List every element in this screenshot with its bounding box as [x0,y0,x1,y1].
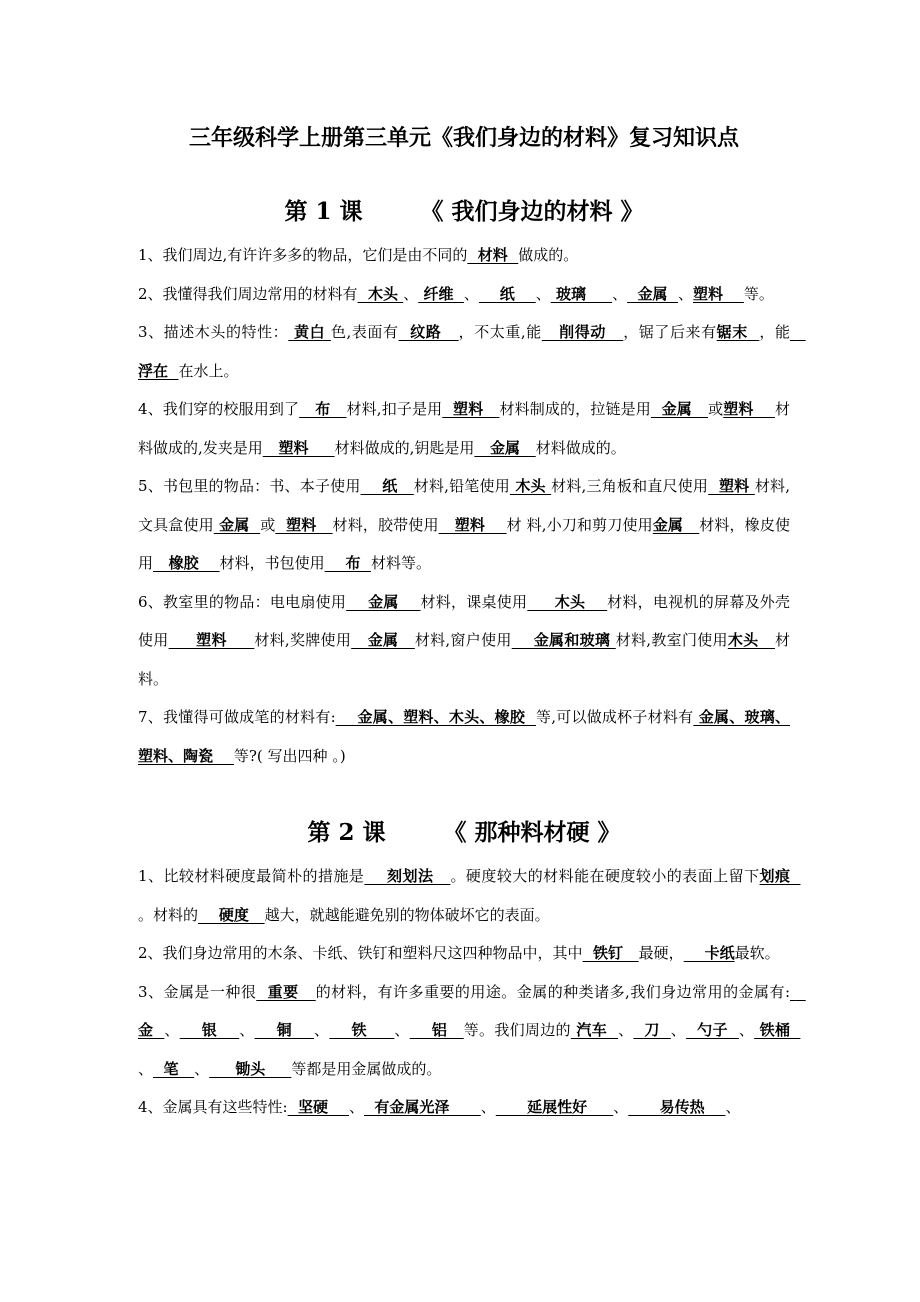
item-text: 、 [164,1021,180,1039]
knowledge-item [138,467,790,583]
answer-blank: 锄头 [209,1059,292,1078]
answer-blank: 削得动 [541,323,624,341]
item-text: 、 [239,1021,255,1039]
item-text: 等。我们周边的 [463,1021,571,1039]
item-text: 、 [348,1098,364,1116]
item-text: 、 [394,1021,410,1039]
answer-blank: 材料 [467,246,519,264]
answer-blank: 金属 [650,400,709,418]
lesson-1-items [138,236,806,775]
item-text: 或 [708,400,724,418]
answer-blank: 木头 [357,284,404,303]
answer-blank: 铁钉 [582,944,639,962]
answer-blank: 铁桶 [754,1021,801,1039]
answer-blank: 铜 [254,1021,315,1039]
item-text: 最硬， [638,944,684,962]
item-text: 材料等。 [370,554,431,572]
answer-blank: 易传热 [628,1098,726,1116]
knowledge-item [138,236,790,275]
item-text: 、 [314,1021,330,1039]
item-text: 或 [260,515,276,534]
item-text: ，锯了后来有 [623,323,717,341]
item-text: 2、我懂得我们周边常用的材料有 [138,284,358,303]
item-text: 3、描述木头的特性： [138,323,289,341]
item-text: 。硬度较大的材料能在硬度较小的表面上留下 [450,867,760,885]
item-text: 、 [725,1098,741,1116]
item-text: 材料做成的。 [535,438,626,457]
lesson-heading [138,192,790,232]
lesson-heading [138,813,790,853]
document-title: 三年级科学上册第三单元《我们身边的材料》复习知识点 [188,125,739,151]
answer-blank: 塑料 [168,631,255,649]
item-text: 色,表面有 [330,323,399,341]
item-text: 等,可以做成杯子材料有 [535,708,694,726]
item-text: 、 [463,284,479,303]
item-text: 等都是用金属做成的。 [291,1059,442,1078]
answer-blank: 木头 [527,592,608,611]
item-text: 。材料的 [138,905,199,924]
answer-blank: 金属 [346,592,421,611]
item-text: 4、我们穿的校服用到了 [138,400,300,418]
answer-blank: 布 [324,554,371,572]
item-text: 3、金属是一种很 [138,982,257,1001]
answer-blank: 金属 [213,515,261,534]
item-text: 材料，书包使用 [219,554,325,572]
answer-blank: 浮在 [138,323,806,380]
knowledge-item [138,934,790,973]
answer-blank: 勺子 [686,1021,739,1039]
answer-blank: 塑料 [442,400,500,418]
item-text: 材料，课桌使用 [420,592,528,611]
answer-blank: 塑料 [723,400,775,418]
item-text: 材料,窗户使用 [414,631,512,649]
answer-blank: 木头 [509,477,552,495]
item-text: 1、我们周边,有许许多多的物品，它们是由不同的 [138,246,468,264]
knowledge-item [138,275,790,314]
item-text: 5、书包里的物品：书、本子使用 [138,477,361,495]
item-text: 材料，电视机的屏幕及外壳使用 [138,592,791,649]
item-text: 、 [677,284,693,303]
item-text: 、 [670,1021,687,1039]
answer-blank: 金 [138,982,806,1039]
answer-blank: 金属 [351,631,415,649]
answer-blank: 金属、塑料、木头、橡胶 [335,708,536,726]
item-text: 的材料，有许多重要的用途。金属的种类诸多,我们身边常用的金属有: [315,982,791,1001]
item-text: 材料,铅笔使用 [413,477,510,495]
answer-blank: 卡纸 [683,944,735,962]
knowledge-item [138,313,806,390]
answer-blank: 金属 [627,284,678,303]
item-text: 材 料,小刀和剪刀使用 [506,515,653,534]
knowledge-item [138,857,801,934]
answer-blank: 锯末 [716,323,760,341]
lesson-2-section [138,813,806,1127]
answer-blank: 重要 [256,982,316,1001]
answer-blank: 有金属光泽 [363,1098,481,1116]
knowledge-item [138,973,806,1089]
answer-blank: 纸 [360,477,414,495]
knowledge-item [138,698,790,775]
knowledge-item [138,390,790,467]
answer-blank: 划痕 [759,867,801,885]
answer-blank: 纤维 [418,284,464,303]
answer-blank: 布 [299,400,347,418]
knowledge-item [138,1088,790,1127]
answer-blank: 坚硬 [287,1098,349,1116]
answer-blank: 刀 [633,1021,671,1039]
lesson-1-section [138,192,806,775]
item-text: 材料，橡皮使用 [138,515,790,572]
answer-blank: 木头 [727,631,775,649]
answer-blank: 金属 [652,515,700,534]
item-text: 在水上。 [178,361,239,380]
lesson-number: 第 1 课 [284,198,363,225]
answer-blank: 铁 [329,1021,395,1039]
item-text: 材料,三角板和直尺使用 [551,477,709,495]
answer-blank: 玻璃 [550,284,613,303]
item-text: 材料制成的，拉链是用 [499,400,651,418]
item-text: 、 [480,1098,496,1116]
answer-blank: 铝 [409,1021,464,1039]
item-text: 7、我懂得可做成笔的材料有: [138,708,336,726]
answer-blank: 汽车 [570,1021,619,1039]
answer-blank: 银 [179,1021,240,1039]
lesson-name: 《 那种料材硬 》 [443,819,621,846]
answer-blank: 硬度 [198,905,265,924]
item-text: 做成的。 [518,246,579,264]
lesson-number: 第 2 课 [307,819,386,846]
item-text: ，不太重,能 [458,323,542,341]
answer-blank: 黄白 [288,323,331,341]
item-text: 材料,扣子是用 [346,400,443,418]
item-text: 越大，就越能避免别的物体破坏它的表面。 [264,905,550,924]
answer-blank: 刻划法 [364,867,451,885]
item-text: 、 [613,1098,629,1116]
item-text: 、 [612,284,628,303]
lesson-name: 《 我们身边的材料 》 [420,198,644,225]
item-text: 1、比较材料硬度最简朴的措施是 [138,867,365,885]
answer-blank: 笔 [153,1059,195,1078]
answer-blank: 塑料 [692,284,744,303]
item-text: 材料。 [138,631,790,688]
answer-blank: 塑料 [275,515,333,534]
item-text: 等?( 写出四种 。) [233,746,346,765]
lesson-2-items [138,857,806,1127]
item-text: 、 [138,1059,154,1078]
answer-blank: 金属 [474,438,536,457]
answer-blank: 金属、玻璃、塑料、陶瓷 [138,708,790,765]
answer-blank: 塑料 [438,515,507,534]
item-text: 等。 [743,284,774,303]
item-text: 材料做成的,钥匙是用 [334,438,475,457]
answer-blank: 金属和玻璃 [511,631,616,649]
answer-blank: 纹路 [398,323,459,341]
answer-blank: 橡胶 [153,554,220,572]
item-text: 材料做成的,发夹是用 [138,400,790,457]
item-text: 、 [194,1059,210,1078]
answer-blank: 纸 [478,284,536,303]
item-text: ，能 [759,323,790,341]
item-text: 4、金属具有这些特性: [138,1098,288,1116]
item-text: 、 [738,1021,755,1039]
item-text: 最软。 [734,944,780,962]
item-text: 材料，胶带使用 [332,515,439,534]
answer-blank: 塑料 [262,438,335,457]
item-text: 、 [618,1021,634,1039]
answer-blank: 塑料 [708,477,755,495]
item-text: 、 [403,284,419,303]
item-text: 材料,教室门使用 [615,631,728,649]
item-text: 2、我们身边常用的木条、卡纸、铁钉和塑料尺这四种物品中，其中 [138,944,583,962]
item-text: 6、教室里的物品：电电扇使用 [138,592,347,611]
item-text: 材料,奖牌使用 [254,631,352,649]
answer-blank: 延展性好 [495,1098,614,1116]
item-text: 、 [535,284,551,303]
knowledge-item [138,583,790,699]
item-text: 材料,文具盒使用 [138,477,790,534]
